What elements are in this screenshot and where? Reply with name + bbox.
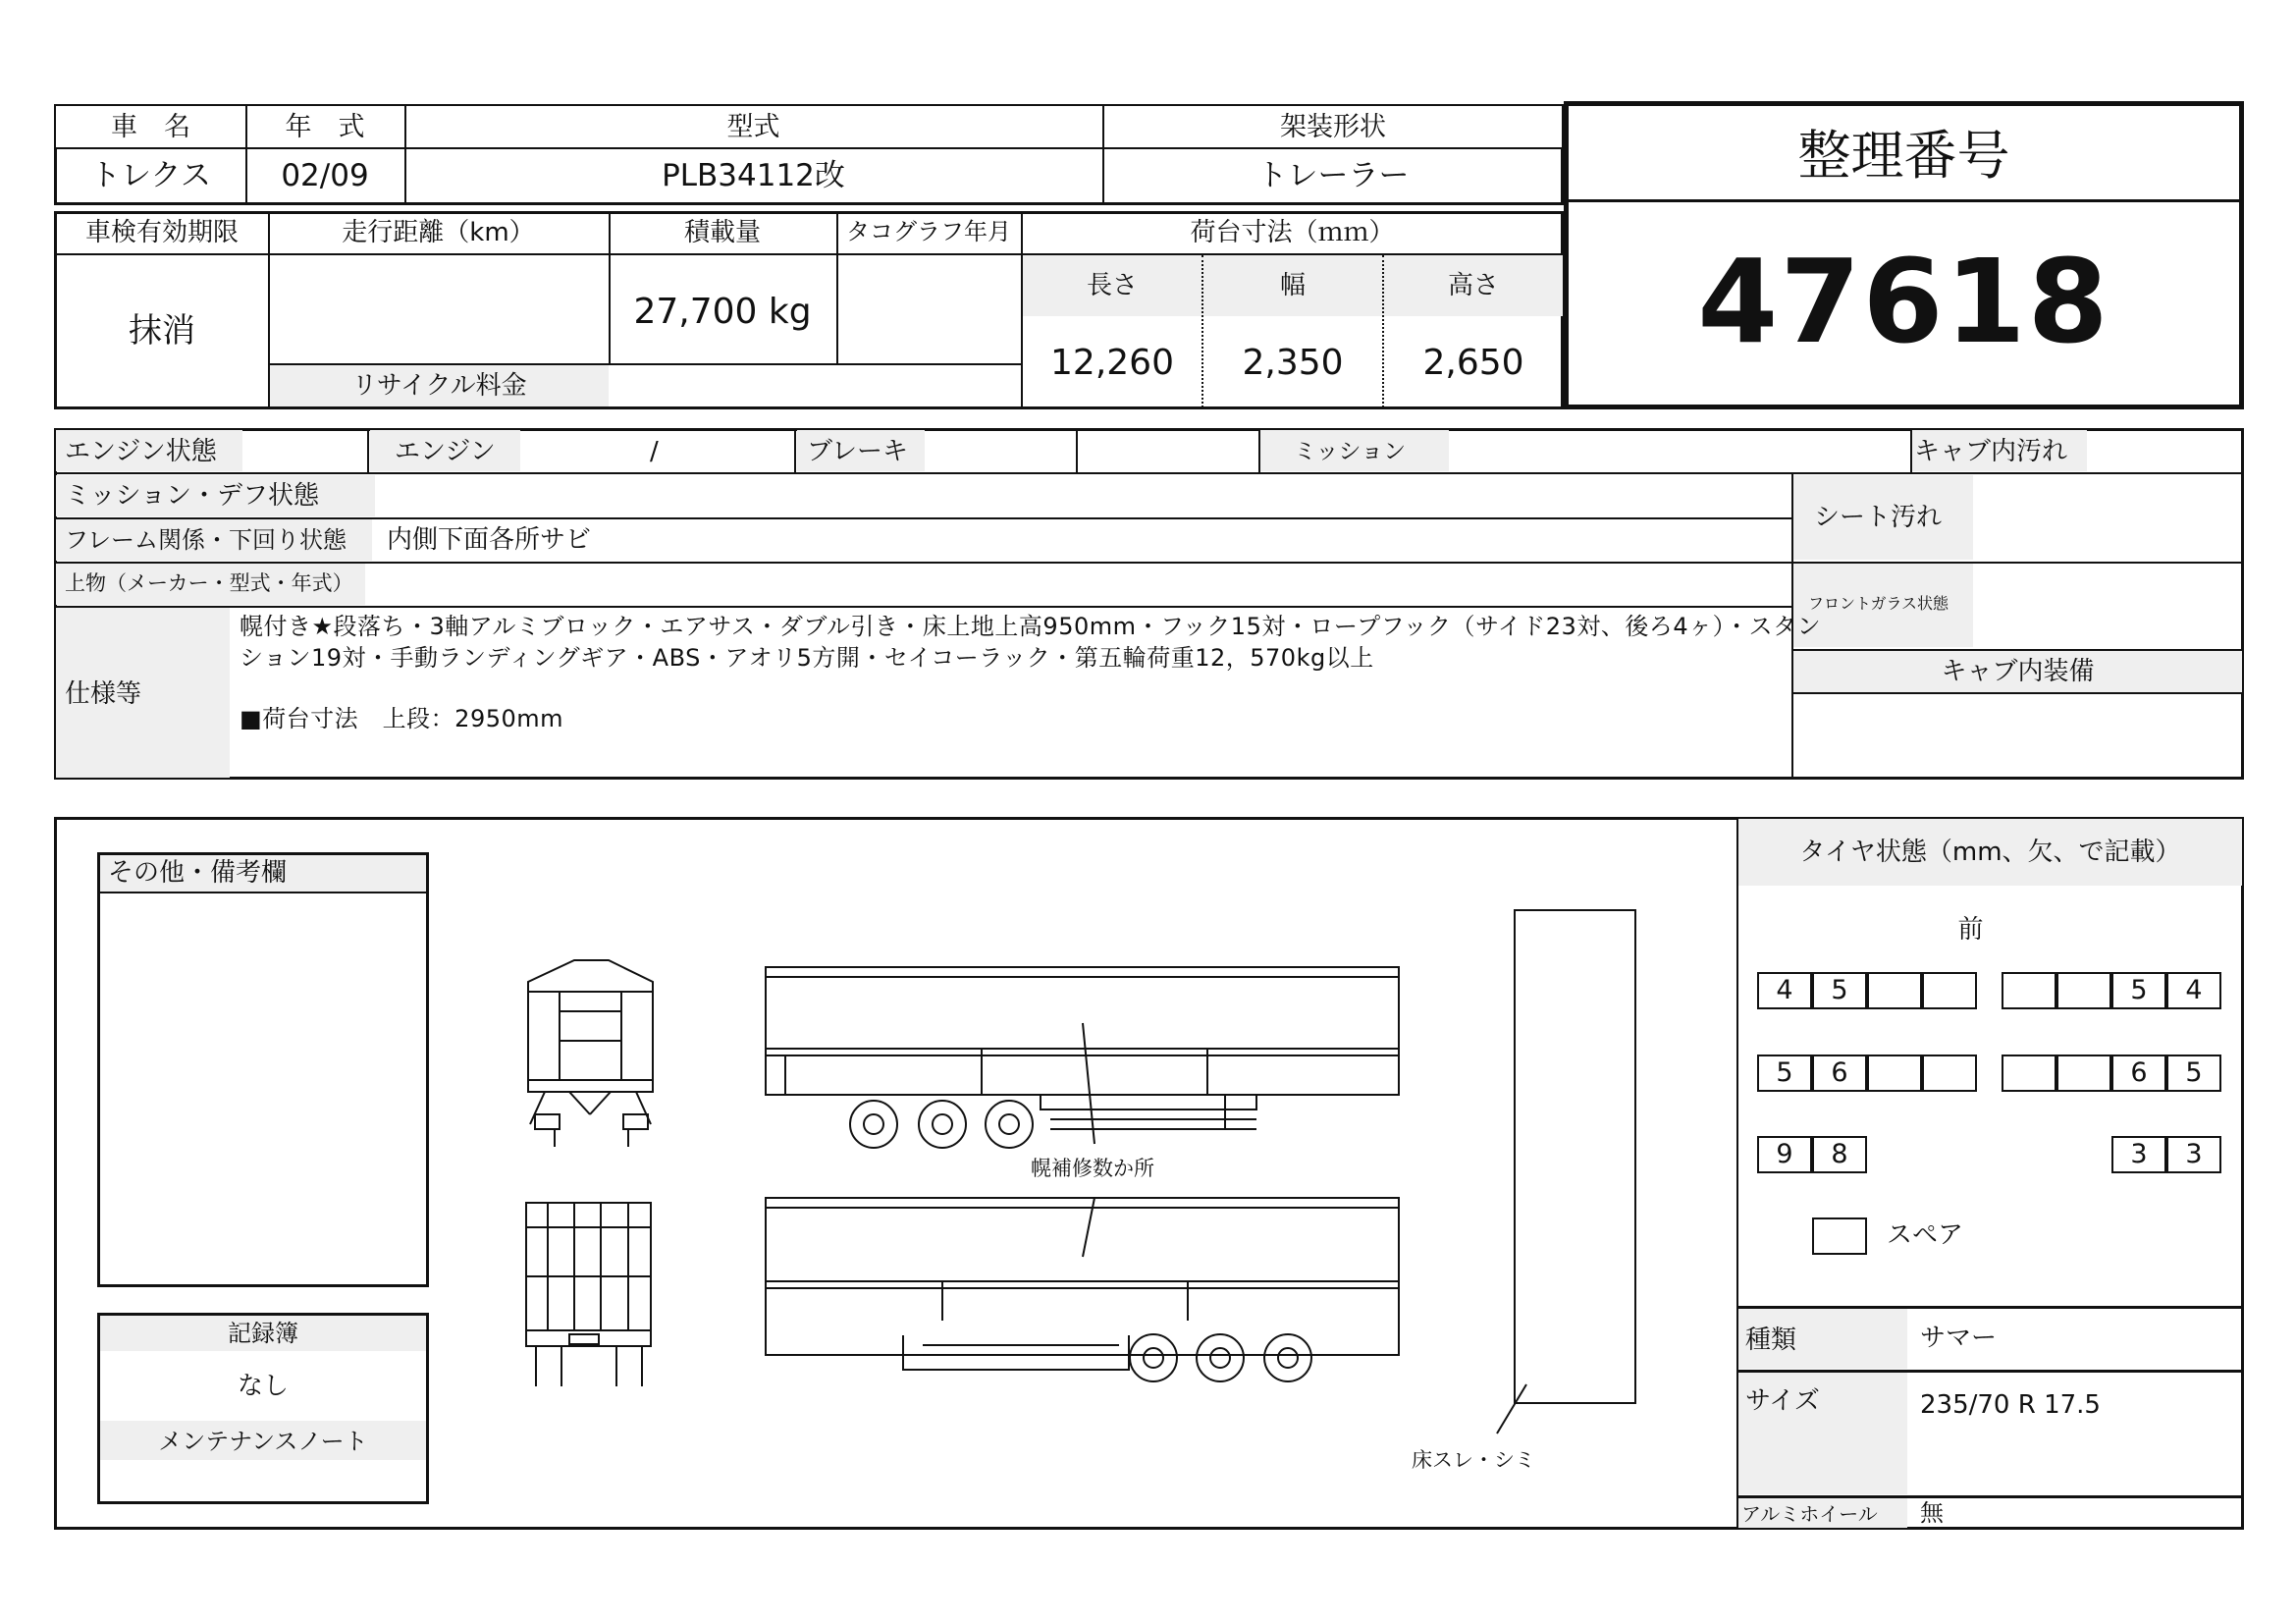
vehicle-body: トレーラー	[1256, 158, 1410, 193]
record-book-label: 記録簿	[228, 1320, 298, 1347]
tire-cell[interactable]: 5	[2166, 1055, 2221, 1092]
remarks-box	[97, 852, 429, 1287]
annotation-floor-wear: 床スレ・シミ	[1412, 1448, 1535, 1472]
bed-width-value: 2,350	[1242, 343, 1344, 383]
upper-body-label: 上物（メーカー・型式・年式）	[65, 571, 353, 595]
tire-cell[interactable]: 3	[2111, 1136, 2166, 1173]
frame-value: 内側下面各所サビ	[387, 525, 592, 555]
record-book-value: なし	[237, 1372, 289, 1401]
spec-line-1: 幌付き★段落ち・3軸アルミブロック・エアサス・ダブル引き・床上地上高950mm・フック15対・ロープフック（サイド23対、後ろ4ヶ）・スタン	[240, 613, 1822, 640]
bed-length-label: 長さ	[1086, 271, 1138, 300]
vehicle-name-label: 車 名	[111, 112, 190, 142]
alu-wheel-value: 無	[1920, 1499, 1944, 1527]
frame-label: フレーム関係・下回り状態	[65, 526, 347, 554]
engine-label: エンジン	[395, 437, 496, 466]
tire-type-value: サマー	[1920, 1324, 1998, 1353]
seat-dirt-label: シート汚れ	[1814, 503, 1943, 532]
inspection-value: 抹消	[129, 311, 195, 351]
tire-cell[interactable]	[1867, 1055, 1922, 1092]
maintenance-note-label: メンテナンスノート	[158, 1428, 368, 1455]
brake-label: ブレーキ	[807, 437, 908, 466]
cab-equipment-label: キャブ内装備	[1941, 657, 2095, 686]
tire-cell[interactable]: 9	[1757, 1136, 1812, 1173]
tire-cell[interactable]	[2056, 972, 2111, 1009]
tire-cell[interactable]: 5	[2111, 972, 2166, 1009]
cab-dirt-label: キャブ内汚れ	[1914, 437, 2068, 466]
tire-cell[interactable]	[1922, 972, 1977, 1009]
vehicle-body-label: 架装形状	[1280, 112, 1386, 142]
bed-length-value: 12,260	[1050, 343, 1174, 383]
recycle-label: リサイクル料金	[351, 371, 527, 401]
capacity-label: 積載量	[683, 218, 761, 247]
tire-cell[interactable]	[1922, 1055, 1977, 1092]
vehicle-model: PLB34112改	[662, 158, 845, 193]
tire-cell[interactable]: 4	[2166, 972, 2221, 1009]
mission-label: ミッション	[1294, 439, 1407, 464]
spare-tire-checkbox[interactable]	[1812, 1217, 1867, 1255]
remarks-label: その他・備考欄	[108, 858, 288, 888]
spec-line-3: ■荷台寸法 上段：2950mm	[240, 705, 564, 732]
tire-cell[interactable]: 5	[1812, 972, 1867, 1009]
tire-cell[interactable]: 6	[1812, 1055, 1867, 1092]
vehicle-year-label: 年 式	[285, 112, 365, 142]
tire-type-label: 種類	[1745, 1325, 1797, 1355]
bed-height-label: 高さ	[1447, 271, 1499, 300]
spare-tire-label: スペア	[1887, 1220, 1964, 1250]
tire-cell[interactable]: 4	[1757, 972, 1812, 1009]
vehicle-model-label: 型式	[726, 112, 780, 142]
engine-separator: /	[650, 437, 659, 466]
front-glass-label: フロントガラス状態	[1808, 594, 1949, 613]
bed-height-value: 2,650	[1422, 343, 1524, 383]
tire-condition-title: タイヤ状態（mm、欠、で記載）	[1799, 838, 2181, 867]
mission-diff-label: ミッション・デフ状態	[65, 481, 319, 511]
bed-width-label: 幅	[1279, 271, 1306, 300]
control-number-label: 整理番号	[1797, 125, 2010, 187]
capacity-value: 27,700 kg	[633, 292, 812, 332]
tire-cell[interactable]	[2002, 1055, 2056, 1092]
tire-cell[interactable]	[2002, 972, 2056, 1009]
tire-cell[interactable]: 3	[2166, 1136, 2221, 1173]
vehicle-year: 02/09	[281, 158, 369, 193]
inspection-label: 車検有効期限	[84, 218, 239, 247]
annotation-canopy-repair: 幌補修数か所	[1031, 1157, 1154, 1180]
tire-cell[interactable]	[1867, 972, 1922, 1009]
control-number: 47618	[1697, 234, 2110, 369]
tire-size-label: サイズ	[1745, 1386, 1820, 1416]
tire-front-label: 前	[1957, 915, 1984, 945]
alu-wheel-label: アルミホイール	[1741, 1502, 1878, 1526]
tire-cell[interactable]: 5	[1757, 1055, 1812, 1092]
tacho-label: タコグラフ年月	[846, 218, 1011, 245]
tire-cell[interactable]	[2056, 1055, 2111, 1092]
spec-line-2: ション19対・手動ランディングギア・ABS・アオリ5方開・セイコーラック・第五輪荷重12，570kg以上	[240, 644, 1374, 672]
tire-cell[interactable]: 8	[1812, 1136, 1867, 1173]
tire-size-value: 235/70 R 17.5	[1920, 1390, 2101, 1420]
bed-size-label: 荷台寸法（ｍｍ）	[1190, 218, 1395, 247]
engine-state-label: エンジン状態	[65, 437, 217, 466]
tire-cell[interactable]: 6	[2111, 1055, 2166, 1092]
vehicle-name: トレクス	[89, 158, 212, 193]
spec-label: 仕様等	[65, 679, 142, 709]
mileage-label: 走行距離（km）	[342, 218, 535, 247]
